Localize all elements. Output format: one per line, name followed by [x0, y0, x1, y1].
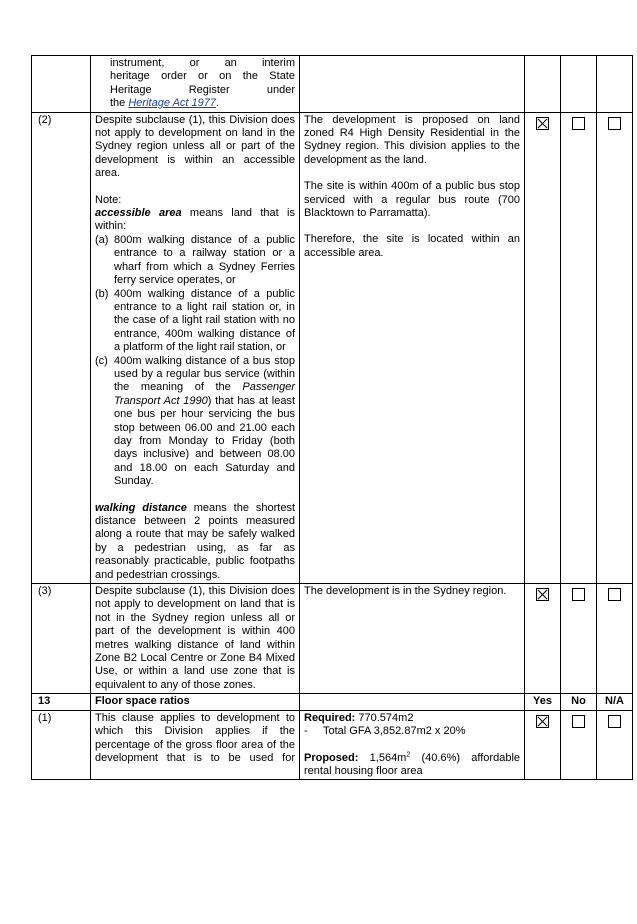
na-column-header: N/A — [597, 694, 633, 710]
na-cell — [597, 56, 633, 113]
section-title: Floor space ratios — [91, 694, 300, 710]
proposed-line — [304, 752, 520, 779]
na-cell — [597, 112, 633, 583]
proposed-label: Proposed: — [304, 751, 359, 764]
definition-term: walking distance — [95, 501, 187, 514]
table-row — [32, 56, 633, 113]
section-header-row — [32, 694, 633, 710]
required-label: Required: — [304, 711, 356, 724]
clause-line-suffix: . — [216, 97, 220, 110]
no-checkbox[interactable] — [572, 588, 585, 601]
note-label: Note: — [95, 193, 122, 206]
comment-paragraph: The development is in the Sydney region. — [304, 585, 507, 598]
definition-text: means the shortest distance between 2 points measured along a route that may be safely walked by a pedestrian using, as far as reasonably practicable, public footpaths and pedestrian crossings. — [95, 501, 295, 581]
list-text-post: ) that has at least one bus per hour servicing the bus stop between 06.00 and 21.00 each day from Monday to Friday (both days inclusive) and between 08.00 and 18.00 on each Saturday and Sunday. — [114, 394, 295, 488]
yes-cell — [525, 584, 561, 694]
clause-line-prefix: the — [110, 97, 129, 110]
na-checkbox[interactable] — [608, 588, 621, 601]
yes-checkbox-checked[interactable] — [536, 117, 549, 130]
clause-text: This clause applies to development to which this Division applies if the percentage of the gross floor area of the development that is to be used for — [95, 711, 295, 764]
na-checkbox[interactable] — [608, 715, 621, 728]
list-item — [95, 355, 295, 489]
required-line — [304, 712, 520, 725]
list-marker: (b) — [95, 287, 109, 300]
comment-cell — [300, 56, 525, 113]
no-cell — [561, 56, 597, 113]
comment-paragraph: Therefore, the site is located within an accessible area. — [304, 233, 520, 259]
proposed-detail: (40.6%) affordable rental housing floor area — [304, 751, 521, 777]
no-checkbox[interactable] — [572, 117, 585, 130]
list-text: 400m walking distance of a public entrance to a light rail station or, in the case of a light rail station with no entrance, 400m walking distance of a platform of the light rail station, or — [114, 287, 295, 354]
list-item — [95, 234, 295, 288]
yes-cell — [525, 710, 561, 780]
no-cell — [561, 584, 597, 694]
no-cell — [561, 112, 597, 583]
clause-number: (3) — [32, 584, 91, 694]
comment-cell — [300, 112, 525, 583]
definition-walking-distance — [95, 502, 295, 582]
yes-cell — [525, 56, 561, 113]
no-column-header: No — [561, 694, 597, 710]
heritage-act-link[interactable]: Heritage Act 1977 — [128, 97, 217, 110]
comment-cell — [300, 710, 525, 780]
required-value: 770.574m2 — [355, 711, 414, 724]
list-item — [95, 288, 295, 355]
clause-number: (2) — [32, 112, 91, 583]
clause-text-cell — [91, 112, 300, 583]
clause-intro: Despite subclause (1), this Division does not apply to development on land in the Sydney region unless all or part of the development is within an accessible area. — [95, 113, 295, 180]
definition-term: accessible area — [95, 207, 182, 220]
table-row — [32, 584, 633, 694]
clause-text-cell — [91, 584, 300, 694]
clause-number-cell — [32, 56, 91, 113]
clause-line: Heritage Register under — [110, 83, 295, 96]
required-detail-line — [304, 725, 520, 738]
definition-text: means land that is within: — [95, 207, 295, 233]
na-checkbox[interactable] — [608, 117, 621, 130]
comment-cell — [300, 584, 525, 694]
section-number: 13 — [32, 694, 91, 710]
comment-paragraph: The site is within 400m of a public bus stop serviced with a regular bus route (700 Blacktown to Parramatta). — [304, 180, 520, 220]
comment-paragraph: The development is proposed on land zoned R4 High Density Residential in the Sydney region. This division applies to the development as the land. — [304, 113, 520, 166]
clause-line: instrument, or an interim — [110, 57, 295, 69]
list-text — [114, 355, 295, 489]
yes-column-header: Yes — [525, 694, 561, 710]
dash-bullet: - — [304, 725, 308, 738]
proposed-value: 1,564m — [358, 751, 407, 764]
na-cell — [597, 584, 633, 694]
yes-cell — [525, 112, 561, 583]
table-row — [32, 710, 633, 780]
yes-checkbox-checked[interactable] — [536, 588, 549, 601]
clause-number: (1) — [32, 710, 91, 780]
clause-text-cell — [91, 56, 300, 113]
required-detail: Total GFA 3,852.87m2 x 20% — [323, 725, 466, 738]
compliance-table — [31, 55, 633, 780]
section-comment-header — [300, 694, 525, 710]
no-cell — [561, 710, 597, 780]
list-marker: (c) — [95, 354, 108, 367]
definition-accessible-area — [95, 207, 295, 234]
no-checkbox[interactable] — [572, 715, 585, 728]
list-marker: (a) — [95, 233, 109, 246]
table-row — [32, 112, 633, 583]
list-text-pre: 400m walking distance of a bus stop used by a regular bus service (within the meaning of the — [114, 354, 295, 394]
act-name: Passenger Transport Act 1990 — [114, 381, 295, 407]
clause-line: heritage order or on the State — [110, 70, 295, 83]
superscript: 2 — [406, 750, 411, 758]
yes-checkbox-checked[interactable] — [536, 715, 549, 728]
list-text: 800m walking distance of a public entrance to a railway station or a wharf from which a Sydney Ferries ferry service operates, or — [114, 233, 295, 287]
clause-text: Despite subclause (1), this Division does not apply to development on land that is not in the Sydney region unless all or part of the development is within 400 metres walking distance of land within Zone B2 Local Centre or Zone B4 Mixed Use, or within a land use zone that is equivalent to any of those zones. — [95, 585, 295, 691]
clause-line — [110, 97, 295, 110]
clause-text-cell — [91, 710, 300, 780]
na-cell — [597, 710, 633, 780]
